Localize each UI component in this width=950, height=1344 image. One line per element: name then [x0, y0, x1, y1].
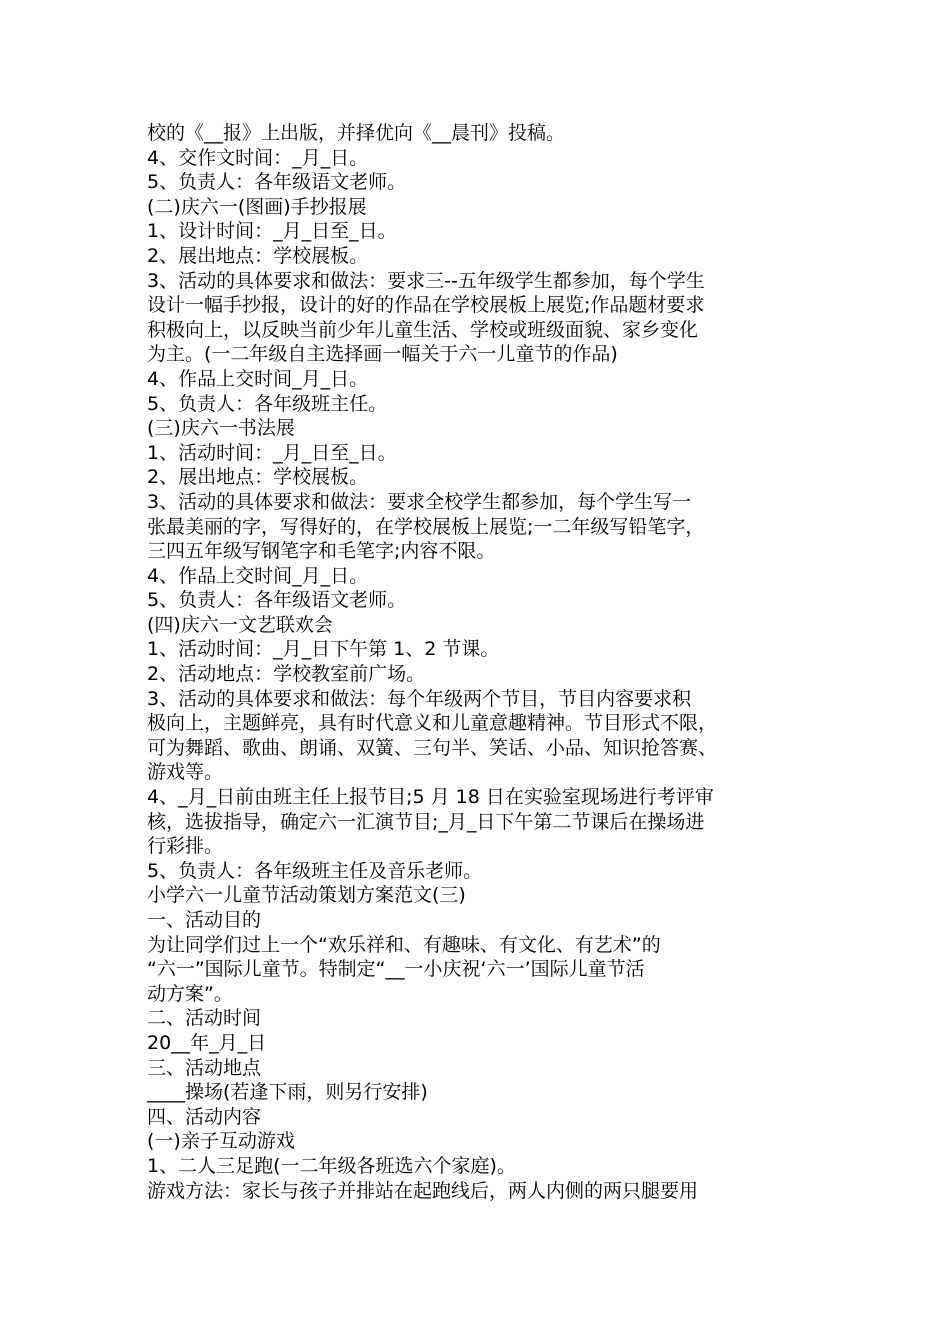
text-line: 行彩排。 [147, 835, 224, 858]
text-line: 3、活动的具体要求和做法：要求全校学生都参加，每个学生写一 [147, 490, 692, 513]
text-line: 1、活动时间：_月_日下午第 1、2 节课。 [147, 638, 500, 661]
text-line: 3、活动的具体要求和做法：每个年级两个节目，节目内容要求积 [147, 687, 692, 710]
text-line: 核，选拔指导，确定六一汇演节目;_月_日下午第二节课后在操场进 [147, 810, 705, 833]
text-line: 积极向上，以反映当前少年儿童生活、学校或班级面貌、家乡变化 [147, 318, 699, 341]
section-heading: (三)庆六一书法展 [147, 417, 295, 440]
text-line: 1、设计时间：_月_日至_日。 [147, 220, 397, 243]
text-line: 1、活动时间：_月_日至_日。 [147, 441, 397, 464]
text-line: 1、二人三足跑(一二年级各班选六个家庭)。 [147, 1154, 516, 1177]
text-line: 4、作品上交时间_月_日。 [147, 564, 369, 587]
text-line: 为主。(一二年级自主选择画一幅关于六一儿童节的作品) [147, 343, 618, 366]
text-line: 2、活动地点：学校教室前广场。 [147, 663, 426, 686]
text-line: “六一”国际儿童节。特制定“__一小庆祝‘六一’国际儿童节活 [147, 958, 645, 981]
section-heading: (一)亲子互动游戏 [147, 1130, 295, 1153]
text-line: ____操场(若逢下雨，则另行安排) [147, 1081, 428, 1104]
text-line: 2、展出地点：学校展板。 [147, 244, 369, 267]
text-line: 20__年_月_日 [147, 1031, 267, 1054]
text-line: 极向上，主题鲜亮，具有时代意义和儿童意趣精神。节目形式不限， [147, 712, 718, 735]
document-title: 小学六一儿童节活动策划方案范文(三) [147, 884, 466, 907]
section-heading: (二)庆六一(图画)手抄报展 [147, 195, 367, 218]
text-line: 3、活动的具体要求和做法：要求三--五年级学生都参加，每个学生 [147, 269, 705, 292]
text-line: 5、负责人：各年级班主任及音乐老师。 [147, 859, 483, 882]
text-line: 游戏方法：家长与孩子并排站在起跑线后，两人内侧的两只腿要用 [147, 1179, 699, 1202]
text-line: 为让同学们过上一个“欢乐祥和、有趣味、有文化、有艺术”的 [147, 933, 661, 956]
section-heading: 二、活动时间 [147, 1007, 262, 1030]
text-line: 可为舞蹈、歌曲、朗诵、双簧、三句半、笑话、小品、知识抢答赛、 [147, 736, 718, 759]
text-line: 5、负责人：各年级语文老师。 [147, 589, 407, 612]
text-line: 游戏等。 [147, 761, 224, 784]
text-line: 5、负责人：各年级语文老师。 [147, 171, 407, 194]
text-line: 5、负责人：各年级班主任。 [147, 392, 388, 415]
text-line: 三四五年级写钢笔字和毛笔字;内容不限。 [147, 540, 496, 563]
text-line: 动方案”。 [147, 982, 233, 1005]
text-line: 4、作品上交时间_月_日。 [147, 367, 369, 390]
section-heading: (四)庆六一文艺联欢会 [147, 613, 333, 636]
text-line: 4、交作文时间：_月_日。 [147, 146, 369, 169]
text-line: 张最美丽的字，写得好的，在学校展板上展览;一二年级写铅笔字， [147, 515, 705, 538]
document-body [147, 121, 812, 1203]
text-line: 校的《__报》上出版，并择优向《__晨刊》投稿。 [147, 122, 566, 144]
text-line: 2、展出地点：学校展板。 [147, 466, 369, 489]
section-heading: 四、活动内容 [147, 1105, 262, 1128]
section-heading: 三、活动地点 [147, 1056, 262, 1079]
text-line: 4、_月_日前由班主任上报节目;5 月 18 日在实验室现场进行考评审 [147, 786, 714, 809]
section-heading: 一、活动目的 [147, 909, 262, 931]
text-line: 设计一幅手抄报，设计的好的作品在学校展板上展览;作品题材要求 [147, 294, 705, 317]
